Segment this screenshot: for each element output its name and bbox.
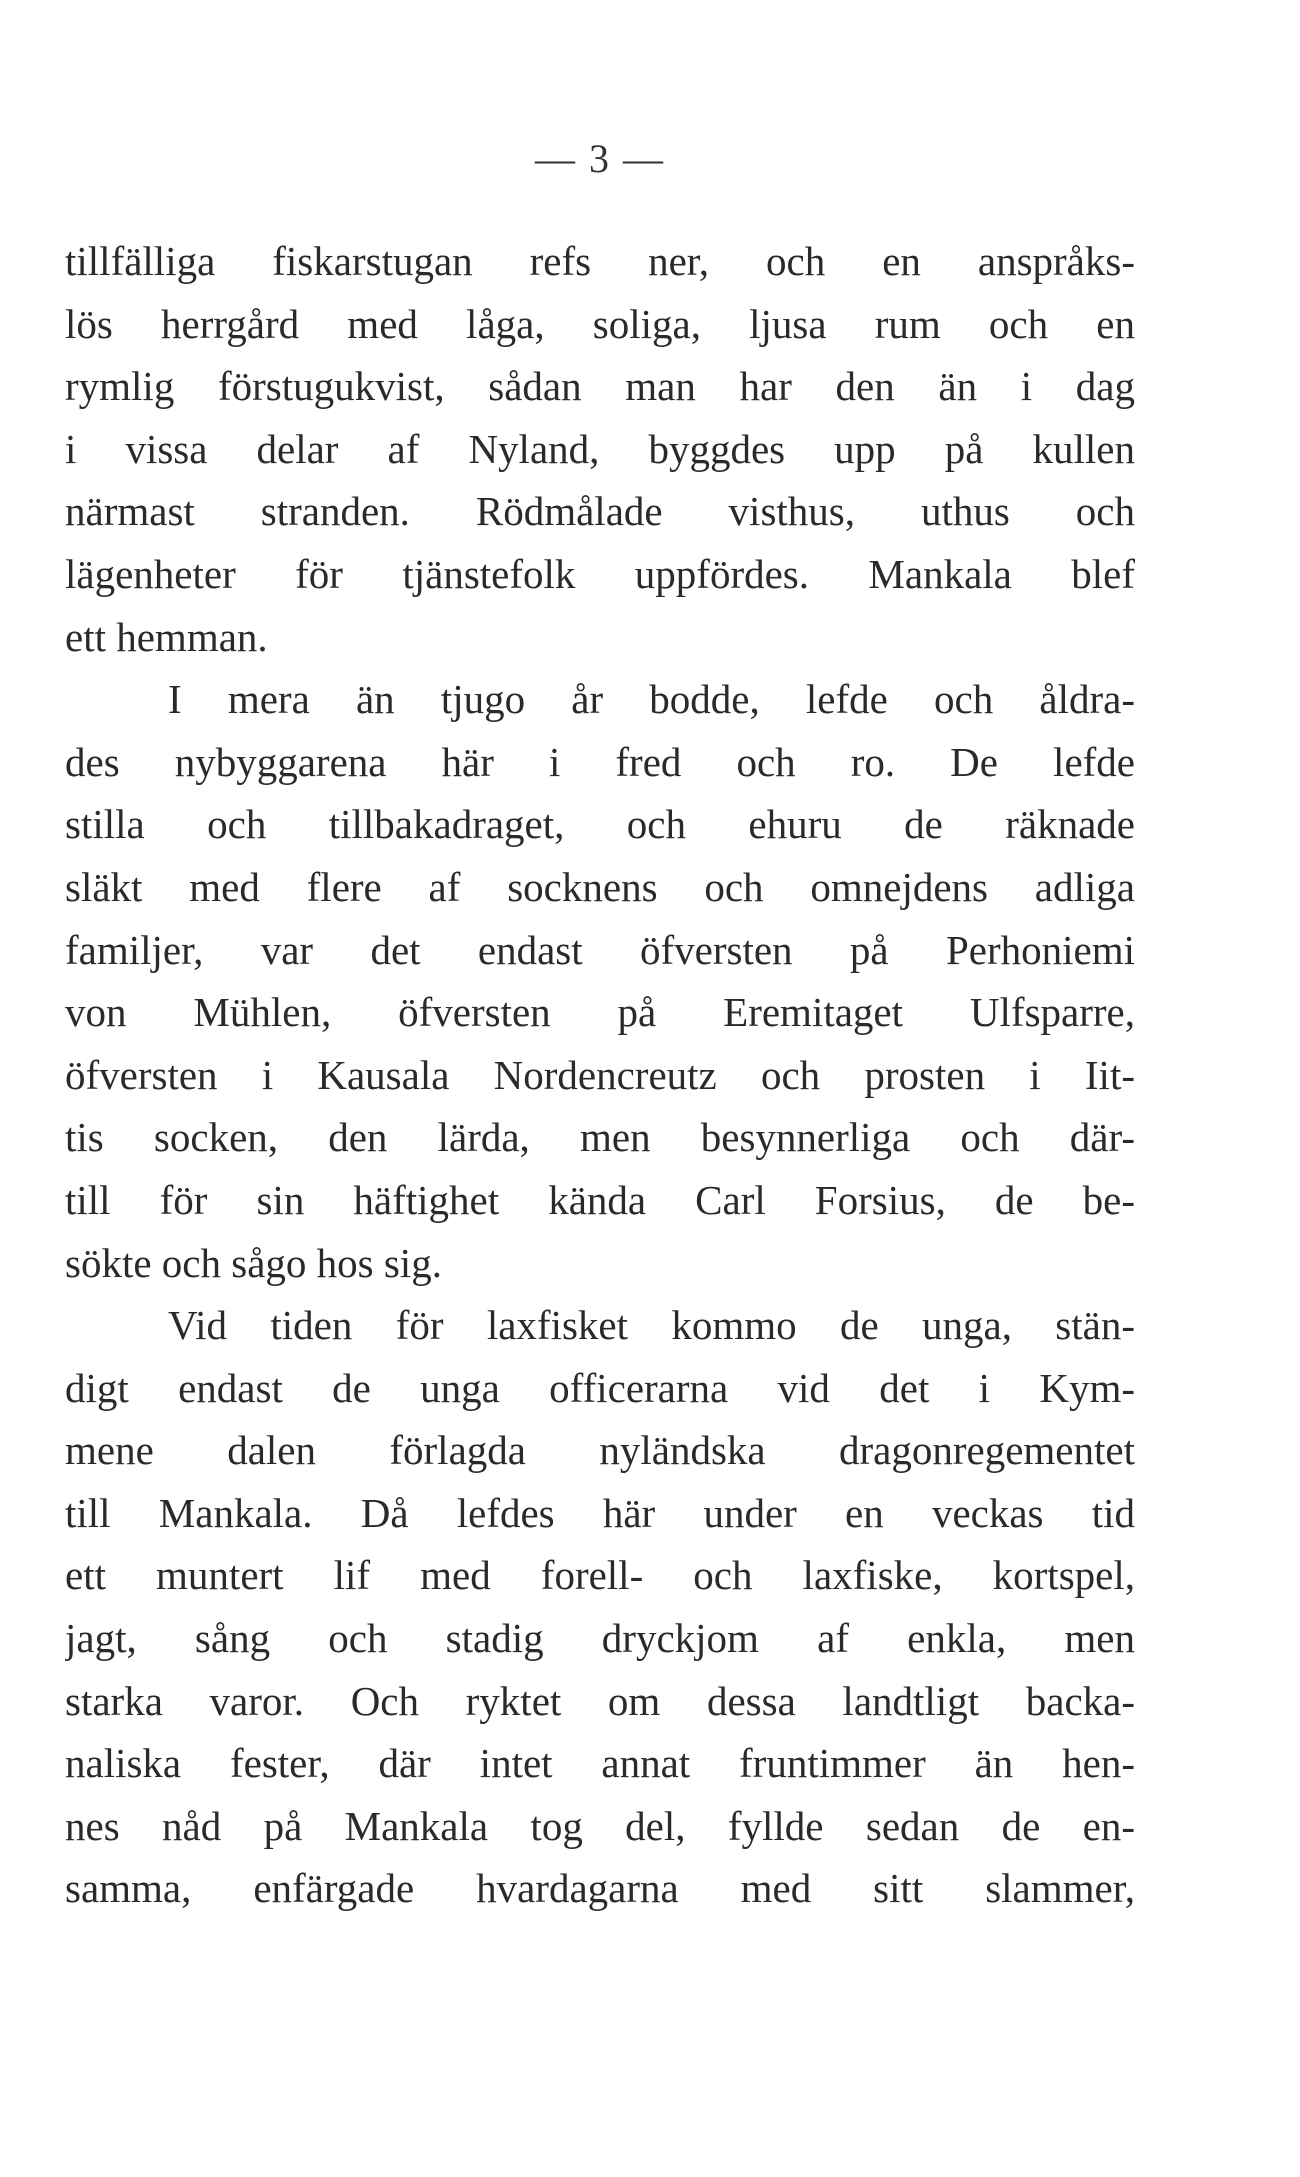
text-line: jagt, sång och stadig dryckjom af enkla, men bbox=[65, 1615, 1135, 1662]
text-line: familjer, var det endast öfversten på Perhoniemi bbox=[65, 926, 1135, 973]
text-line: i vissa delar af Nyland, byggdes upp på kullen bbox=[65, 425, 1135, 472]
text-line: samma, enfärgade hvardagarna med sitt slammer, bbox=[65, 1865, 1135, 1912]
text-line: sökte och sågo hos sig. bbox=[65, 1239, 442, 1286]
text-line: släkt med flere af socknens och omnejdens adliga bbox=[65, 863, 1135, 910]
text-line: I mera än tjugo år bodde, lefde och åldra- bbox=[168, 676, 1135, 723]
text-line: stilla och tillbakadraget, och ehuru de räknade bbox=[65, 801, 1135, 848]
text-line: lägenheter för tjänstefolk uppfördes. Mankala blef bbox=[65, 550, 1135, 597]
text-line: rymlig förstugukvist, sådan man har den än i dag bbox=[65, 363, 1135, 410]
text-line: lös herrgård med låga, soliga, ljusa rum och en bbox=[65, 300, 1135, 347]
text-line: des nybyggarena här i fred och ro. De lefde bbox=[65, 738, 1135, 785]
text-line: tis socken, den lärda, men besynnerliga och där- bbox=[65, 1114, 1135, 1161]
text-line: von Mühlen, öfversten på Eremitaget Ulfsparre, bbox=[65, 989, 1135, 1036]
text-line: starka varor. Och ryktet om dessa landtligt backa- bbox=[65, 1677, 1135, 1724]
text-line: digt endast de unga officerarna vid det i Kym- bbox=[65, 1364, 1135, 1411]
text-line: ett hemman. bbox=[65, 613, 268, 660]
text-line: naliska fester, där intet annat fruntimmer än hen- bbox=[65, 1740, 1135, 1787]
text-line: tillfälliga fiskarstugan refs ner, och en anspråks- bbox=[65, 238, 1135, 284]
text-line: ett muntert lif med forell- och laxfiske, kortspel, bbox=[65, 1552, 1135, 1599]
text-line: till för sin häftighet kända Carl Forsius, de be- bbox=[65, 1176, 1135, 1223]
text-line: öfversten i Kausala Nordencreutz och prosten i Iit- bbox=[65, 1051, 1135, 1098]
text-line: Vid tiden för laxfisket kommo de unga, stän- bbox=[168, 1302, 1135, 1349]
text-line: mene dalen förlagda nyländska dragonregementet bbox=[65, 1427, 1135, 1474]
text-line: närmast stranden. Rödmålade visthus, uthus och bbox=[65, 488, 1135, 535]
text-line: nes nåd på Mankala tog del, fyllde sedan de en- bbox=[65, 1802, 1135, 1849]
page-number: — 3 — bbox=[535, 136, 665, 181]
text-line: till Mankala. Då lefdes här under en veckas tid bbox=[65, 1489, 1135, 1536]
body-text bbox=[65, 230, 1135, 1920]
